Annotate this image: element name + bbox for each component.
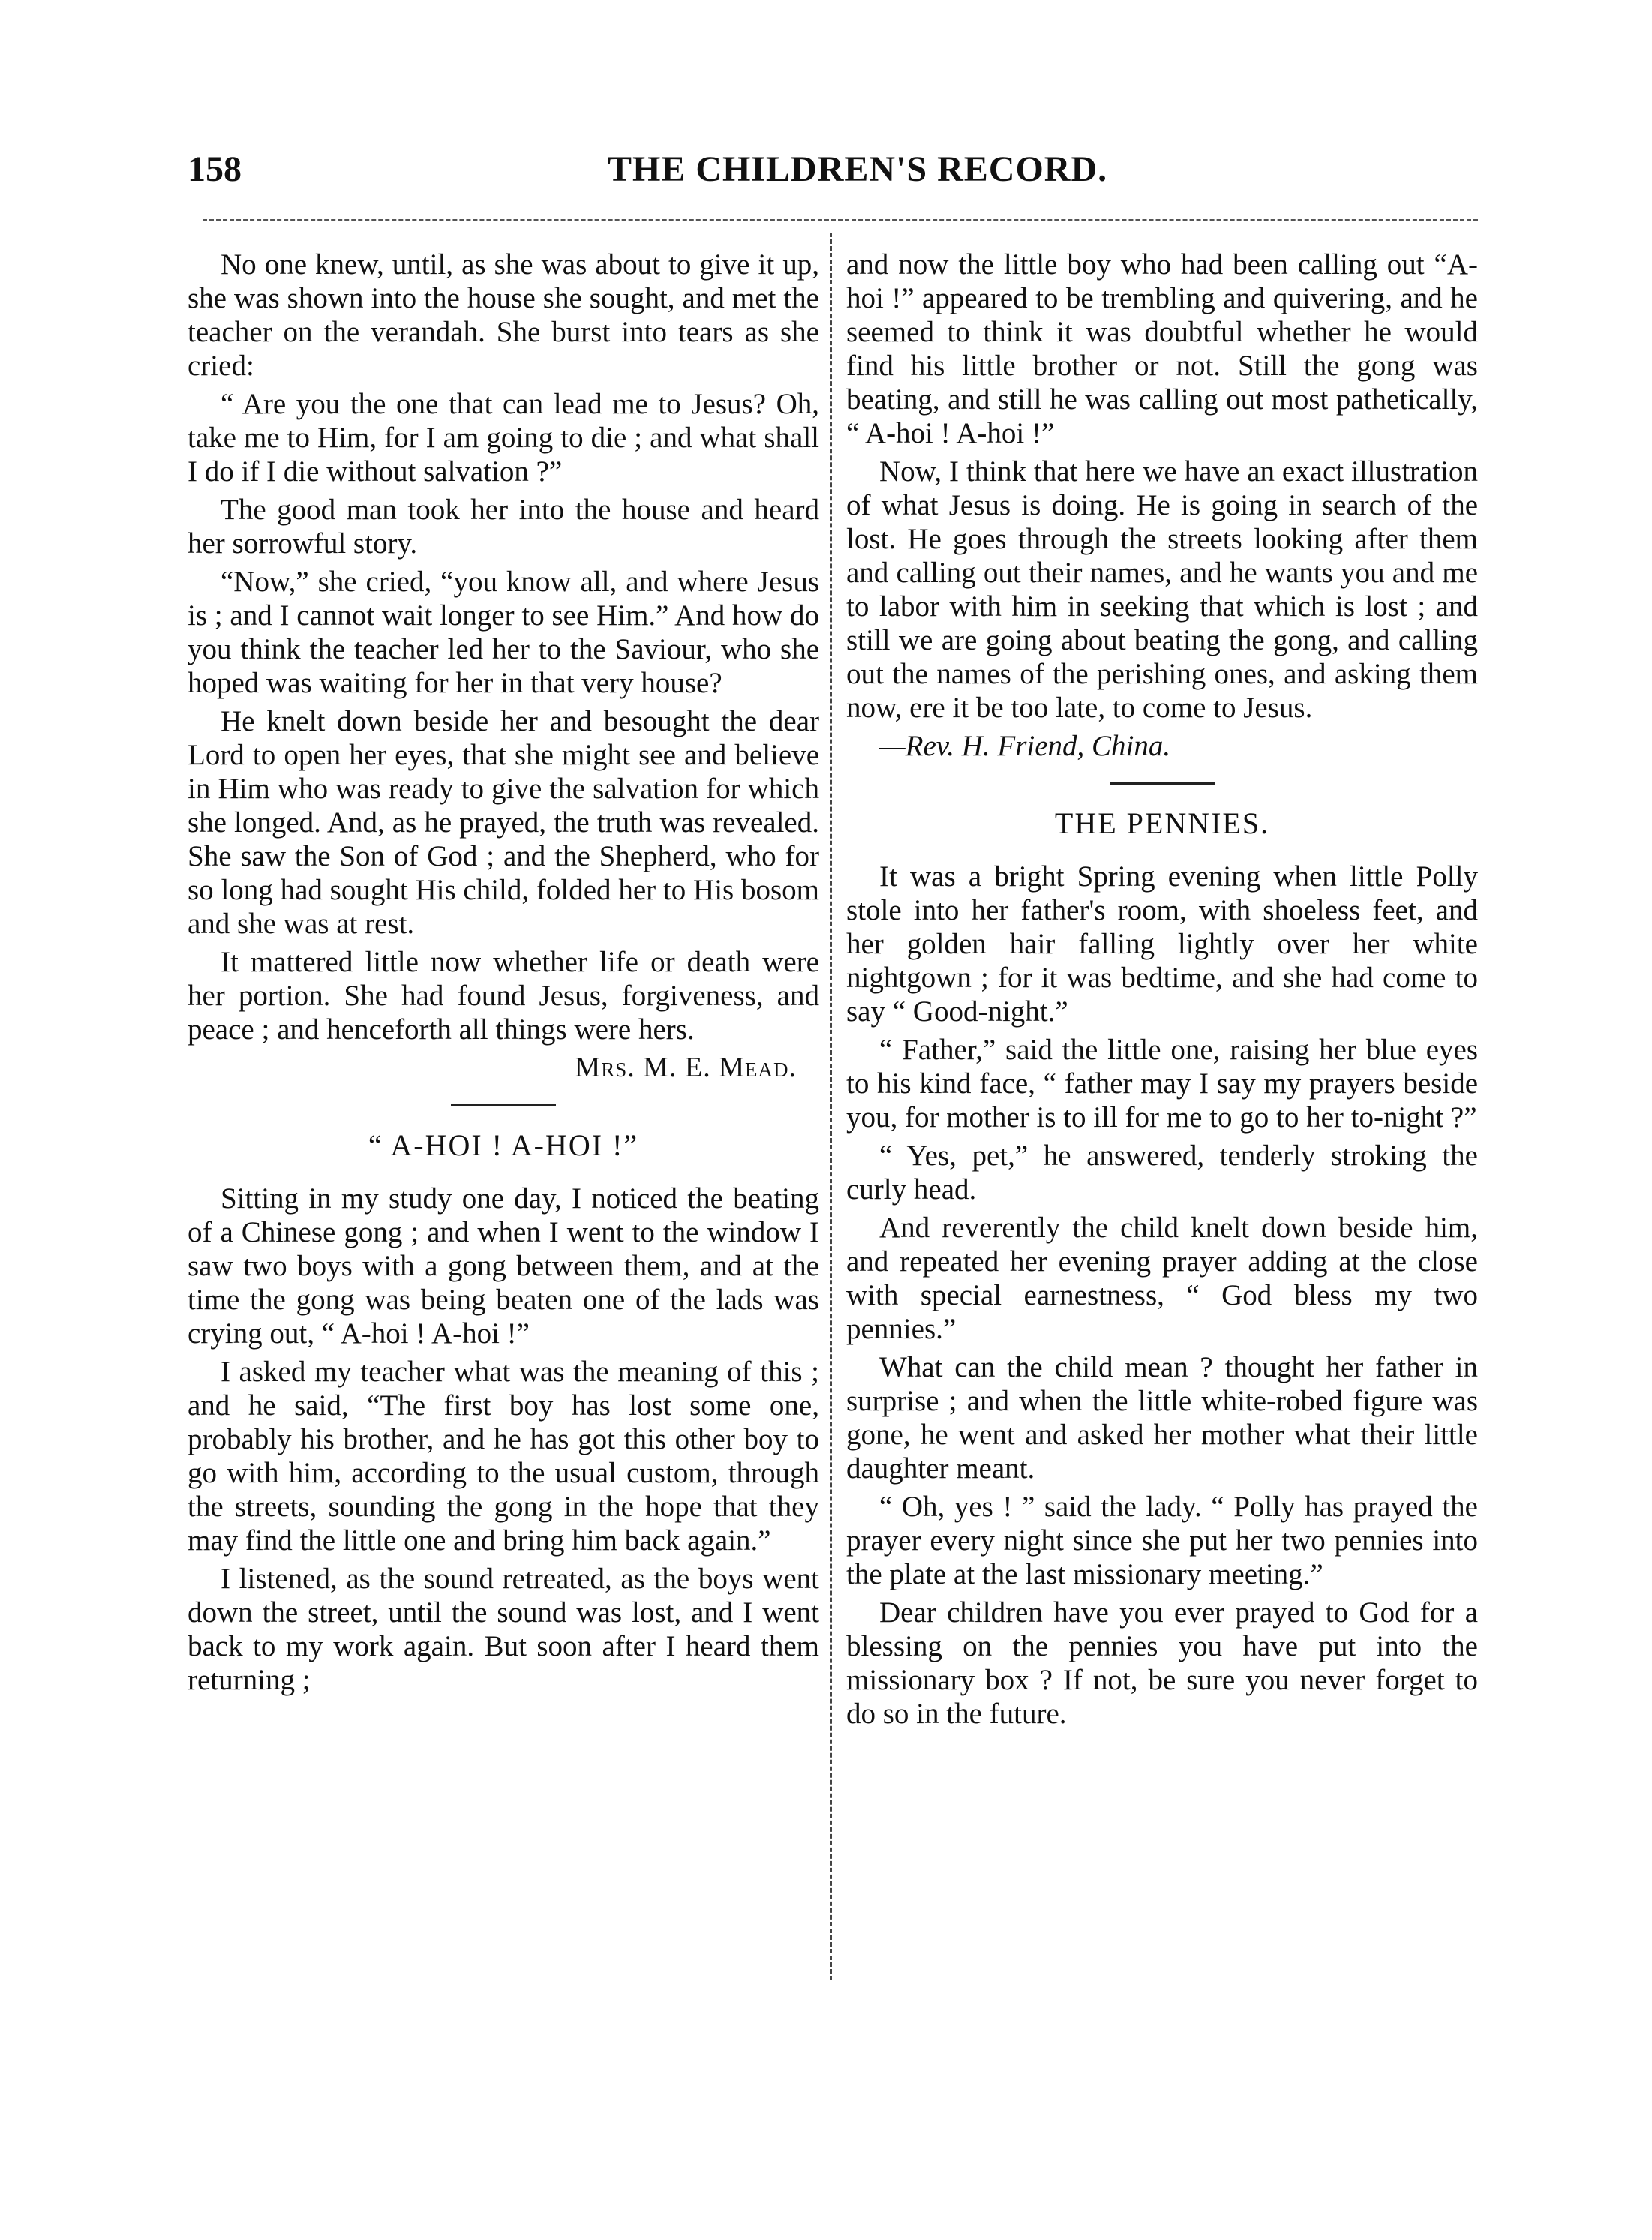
pennies-paragraph: “ Father,” said the little one, raising her blue eyes to his kind face, “ father may I say my prayers beside you, for mother is to ill for me to go to her to-night ?” [846,1034,1478,1134]
ahoi-paragraph: and now the little boy who had been calling out “A-hoi !” appeared to be trembling and quivering, and he seemed to think it was doubtful whether he would find his little brother or not. Still the gong was beating, and still he was calling out most pathetically, “ A-hoi ! A-hoi !” [846,248,1478,449]
ahoi-paragraph: I listened, as the sound retreated, as the boys went down the street, until the sound was lost, and I went back to my work again. But soon after I heard them returning ; [188,1563,819,1696]
ahoi-paragraph: Sitting in my study one day, I noticed the beating of a Chinese gong ; and when I went to the window I saw two boys with a gong between them, and at the time the gong was being beaten one of the lads was crying out, “ A-hoi ! A-hoi !” [188,1182,819,1350]
story-paragraph: It mattered little now whether life or death were her portion. She had found Jesus, forgiveness, and peace ; and henceforth all things were hers. [188,946,819,1046]
author-signature [188,1051,819,1085]
pennies-paragraph: Dear children have you ever prayed to God for a blessing on the pennies you have put into the missionary box ? If not, be sure you never forget to do so in the future. [846,1596,1478,1730]
pennies-paragraph: It was a bright Spring evening when little Polly stole into her father's room, with shoeless feet, and her golden hair falling lightly over her white nightgown ; for it was bedtime, and she had come to say “ Good-night.” [846,860,1478,1028]
author-name: Mrs. M. E. Mead. [575,1052,797,1083]
header-rule [203,219,1478,221]
attribution-text: —Rev. H. Friend, China. [879,730,1171,762]
ahoi-heading: “ A-HOI ! A-HOI !” [368,1128,639,1162]
pennies-paragraph: And reverently the child knelt down beside him, and repeated her evening prayer adding at the close with special earnestness, “ God bless my two pennies.” [846,1212,1478,1345]
story-paragraph: The good man took her into the house and heard her sorrowful story. [188,494,819,560]
right-column [846,248,1478,1735]
ahoi-paragraph: I asked my teacher what was the meaning of this ; and he said, “The first boy has lost some one, probably his brother, and he has got this other boy to go with him, according to the usual custom, through the streets, sounding the gong in the hope that they may find the little one and bring him back again.” [188,1356,819,1557]
section-separator [451,1104,556,1106]
story-paragraph: “Now,” she cried, “you know all, and where Jesus is ; and I cannot wait longer to see Him.” And how do you think the teacher led her to the Saviour, who she hoped was waiting for her in that very house? [188,566,819,699]
ahoi-paragraph: Now, I think that here we have an exact illustration of what Jesus is doing. He is going in search of the lost. He goes through the streets looking after them and calling out their names, and he wants you and me to labor with him in seeking that which is lost ; and still we are going about beating the gong, and calling out the names of the perishing ones, and asking them now, ere it be too late, to come to Jesus. [846,455,1478,724]
left-column [188,248,819,1701]
story-paragraph: He knelt down beside her and besought the dear Lord to open her eyes, that she might see and believe in Him who was ready to give the salvation for which she longed. And, as he prayed, the truth was revealed. She saw the Son of God ; and the Shepherd, who for so long had sought His child, folded her to His bosom and she was at rest. [188,705,819,940]
pennies-paragraph: What can the child mean ? thought her father in surprise ; and when the little white-robed figure was gone, he went and asked her mother what their little daughter meant. [846,1351,1478,1485]
page-number: 158 [188,149,242,189]
pennies-heading: THE PENNIES. [1054,806,1270,840]
section-separator [1110,782,1215,785]
page-header [188,149,1500,201]
ahoi-attribution [846,729,1478,763]
column-divider [830,233,832,1980]
story-paragraph: “ Are you the one that can lead me to Jesus? Oh, take me to Him, for I am going to die ; and what shall I do if I die without salvation ?” [188,388,819,488]
story-paragraph: No one knew, until, as she was about to give it up, she was shown into the house she sought, and met the teacher on the verandah. She burst into tears as she cried: [188,248,819,382]
pennies-paragraph: “ Yes, pet,” he answered, tenderly stroking the curly head. [846,1140,1478,1206]
pennies-paragraph: “ Oh, yes ! ” said the lady. “ Polly has prayed the prayer every night since she put her two pennies into the plate at the last missionary meeting.” [846,1491,1478,1590]
running-title: THE CHILDREN'S RECORD. [608,149,1108,189]
